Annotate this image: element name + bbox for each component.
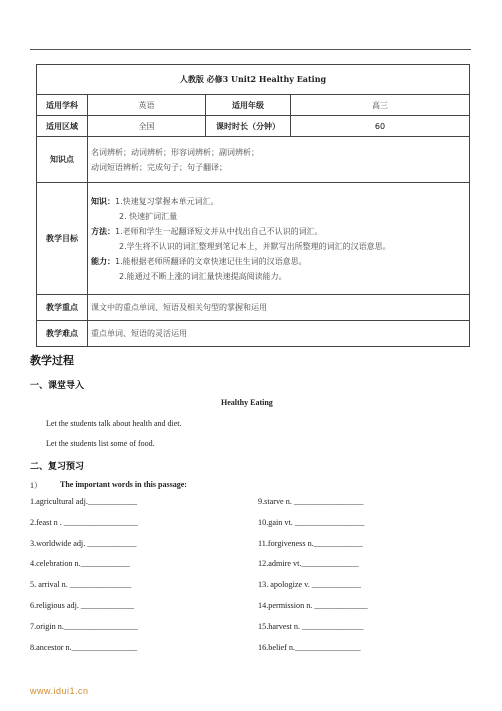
region-label: 适用区域 bbox=[37, 116, 88, 137]
vocab-item: 9.starve n. _________________ bbox=[258, 497, 364, 506]
lesson-plan-table bbox=[36, 64, 470, 347]
goals-label: 教学目标 bbox=[37, 183, 88, 295]
vocab-item: 12.admire vt.______________ bbox=[258, 559, 359, 568]
header-rule bbox=[30, 49, 471, 50]
knowledge-line: 名词辨析；动词辨析；形容词辨析；副词辨析； bbox=[91, 147, 259, 157]
duration-value: 60 bbox=[291, 116, 470, 137]
vocab-item: 10.gain vt. _________________ bbox=[258, 518, 365, 527]
vocab-item: 3.worldwide adj. ____________ bbox=[30, 539, 137, 548]
goal-line: 能力：1.能根据老师所翻译的文章快速记住生词的汉语意思。 bbox=[91, 256, 307, 266]
vocab-item: 2.feast n . __________________ bbox=[30, 518, 138, 527]
grade-label: 适用年级 bbox=[206, 95, 291, 116]
goal-line: 2. 快速扩词汇量 bbox=[119, 211, 178, 221]
vocab-item: 6.religious adj. _____________ bbox=[30, 601, 135, 610]
table-title: 人教版 必修3 Unit2 Healthy Eating bbox=[37, 65, 470, 95]
vocab-item: 8.ancestor n.________________ bbox=[30, 643, 138, 652]
knowledge-line: 动词短语辨析；完成句子；句子翻译； bbox=[91, 162, 227, 172]
duration-label: 课时时长（分钟） bbox=[206, 116, 291, 137]
subject-value: 英语 bbox=[88, 95, 206, 116]
footer-url: www.idui1.cn bbox=[30, 686, 89, 696]
vocab-item: 13. apologize v. ____________ bbox=[258, 580, 361, 589]
process-heading: 教学过程 bbox=[30, 354, 74, 367]
sub-item-text: The important words in this passage: bbox=[60, 480, 187, 489]
intro-title: Healthy Eating bbox=[221, 398, 273, 407]
vocab-item: 7.origin n.__________________ bbox=[30, 622, 138, 631]
goal-line: 2.学生将不认识的词汇整理到笔记本上，并默写出所整理的词汇的汉语意思。 bbox=[119, 241, 391, 251]
grade-value: 高三 bbox=[291, 95, 470, 116]
region-value: 全国 bbox=[88, 116, 206, 137]
goal-line: 方法：1.老师和学生一起翻译短文并从中找出自己不认识的词汇。 bbox=[91, 226, 323, 236]
difficulty-value: 重点单词、短语的灵活运用 bbox=[88, 321, 470, 347]
vocab-item: 16.belief n.________________ bbox=[258, 643, 361, 652]
vocab-item: 1.agricultural adj.____________ bbox=[30, 497, 138, 506]
difficulty-label: 教学难点 bbox=[37, 321, 88, 347]
teaching-goals bbox=[88, 183, 470, 295]
vocab-item: 15.harvest n. _______________ bbox=[258, 622, 364, 631]
section-review-heading: 二、复习预习 bbox=[30, 462, 85, 472]
key-points-value: 课文中的重点单词、短语及相关句型的掌握和运用 bbox=[88, 295, 470, 321]
intro-line: Let the students list some of food. bbox=[46, 439, 155, 448]
goal-line: 2.能通过不断上涨的词汇量快速提高阅读能力。 bbox=[119, 271, 287, 281]
sub-item-number: 1） bbox=[30, 481, 42, 490]
knowledge-points bbox=[88, 137, 470, 183]
knowledge-label: 知识点 bbox=[37, 137, 88, 183]
vocab-item: 11.forgiveness n.____________ bbox=[258, 539, 363, 548]
subject-label: 适用学科 bbox=[37, 95, 88, 116]
section-intro-heading: 一、课堂导入 bbox=[30, 381, 85, 391]
intro-line: Let the students talk about health and diet. bbox=[46, 419, 182, 428]
vocab-item: 5. arrival n. _______________ bbox=[30, 580, 132, 589]
key-points-label: 教学重点 bbox=[37, 295, 88, 321]
vocab-item: 4.celebration n.____________ bbox=[30, 559, 130, 568]
vocab-item: 14.permission n. _____________ bbox=[258, 601, 368, 610]
goal-line: 知识：1.快速复习掌握本单元词汇。 bbox=[91, 196, 219, 206]
